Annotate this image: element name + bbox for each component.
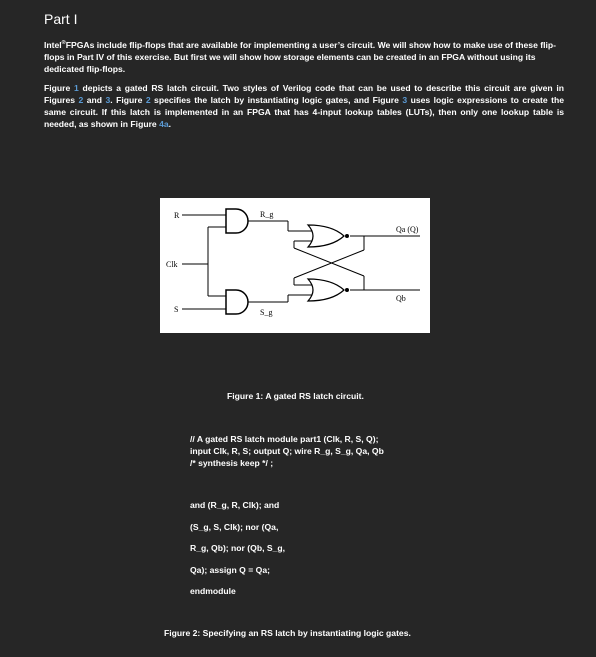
verilog-code-block-1 bbox=[190, 433, 384, 469]
intro-text: FPGAs include flip-flops that are available for implementing a user’s circuit. We will show how to make use of these flip-flops in Part IV of this exercise. But first we will show how storage elements can be created in an FPGA without using its dedicated flip-flops. bbox=[44, 39, 556, 75]
label-clk: Clk bbox=[166, 260, 178, 269]
label-qb: Qb bbox=[396, 294, 406, 303]
code-line: and (R_g, R, Clk); and bbox=[190, 500, 280, 510]
description-text: depicts a gated RS latch circuit. Two styles of Verilog code that can be used to describe this circuit are given in Figures bbox=[44, 83, 564, 106]
description-text: . bbox=[168, 119, 172, 130]
figure-3-link[interactable]: 3 bbox=[105, 95, 111, 106]
brand-name: Intel bbox=[44, 39, 62, 50]
intro-paragraph bbox=[44, 37, 564, 75]
figure-2-caption: Figure 2: Specifying an RS latch by instantiating logic gates. bbox=[164, 628, 411, 638]
figure-2-link[interactable]: 2 bbox=[145, 95, 151, 106]
description-text: uses logic expressions to create the same circuit. If this latch is implemented in an FPGA that has 4-input lookup tables (LUTs), then only one lookup table is needed, as shown in Figure bbox=[44, 95, 565, 130]
registered-mark: ® bbox=[61, 40, 66, 46]
description-text: specifies the latch by instantiating logic gates, and Figure bbox=[150, 95, 403, 106]
inverter-bubble-a bbox=[345, 234, 349, 238]
figure-3-link[interactable]: 3 bbox=[402, 95, 408, 106]
description-text: . Figure bbox=[110, 95, 146, 106]
label-s: S bbox=[174, 305, 179, 314]
and-gate-s bbox=[226, 290, 248, 314]
inverter-bubble-b bbox=[345, 288, 349, 292]
label-r: R bbox=[174, 211, 180, 220]
label-sg: S_g bbox=[260, 308, 273, 317]
figure-1-caption: Figure 1: A gated RS latch circuit. bbox=[227, 391, 364, 401]
verilog-code-block-2 bbox=[190, 495, 285, 603]
label-qa: Qa (Q) bbox=[396, 225, 419, 234]
and-gate-r bbox=[226, 209, 248, 233]
figure-4a-link[interactable]: 4a bbox=[159, 119, 169, 130]
gated-rs-latch-circuit bbox=[160, 198, 430, 333]
code-line: // A gated RS latch module part1 (Clk, R, S, Q); bbox=[190, 434, 379, 444]
figure-2-link[interactable]: 2 bbox=[78, 95, 84, 106]
circuit-background bbox=[160, 198, 430, 333]
label-rg: R_g bbox=[260, 210, 274, 219]
figure-1-link[interactable]: 1 bbox=[73, 83, 79, 93]
description-text: Figure bbox=[44, 83, 74, 93]
code-line: endmodule bbox=[190, 586, 236, 596]
code-line: (S_g, S, Clk); nor (Qa, bbox=[190, 521, 279, 532]
description-text: and bbox=[83, 95, 106, 106]
code-line: R_g, Qb); nor (Qb, S_g, bbox=[190, 543, 286, 553]
section-heading: Part I bbox=[44, 11, 78, 27]
code-line: /* synthesis keep */ ; bbox=[190, 458, 274, 468]
code-line: input Clk, R, S; output Q; wire R_g, S_g, Qa, Qb bbox=[190, 446, 384, 456]
code-line: Qa); assign Q = Qa; bbox=[190, 564, 270, 575]
description-paragraph bbox=[44, 82, 564, 130]
